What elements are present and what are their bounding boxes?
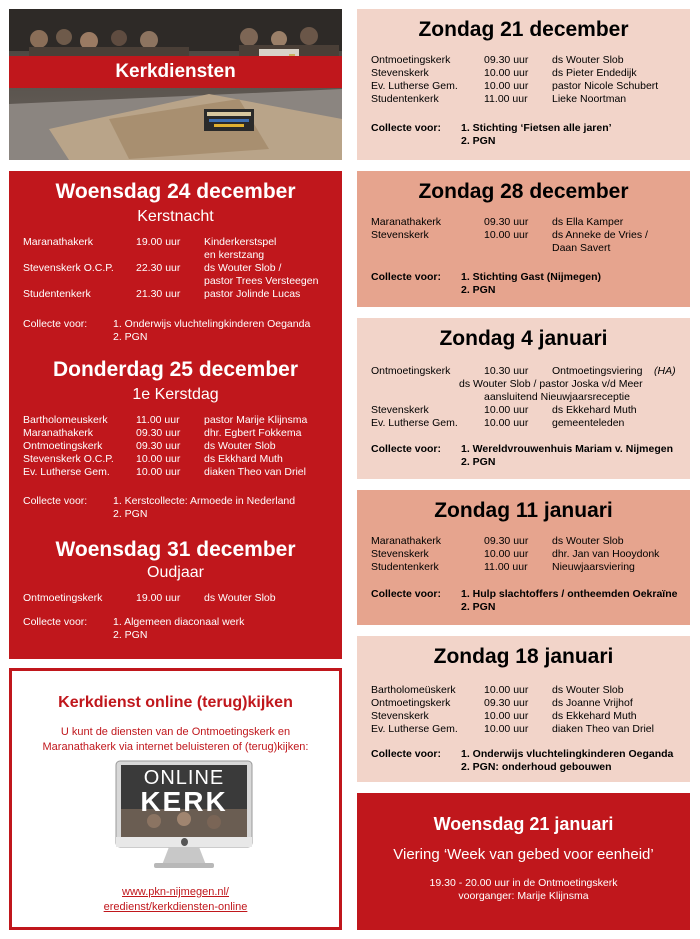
service-time: 10.00 uur: [484, 723, 529, 735]
service-time: 21.30 uur: [136, 288, 181, 300]
service-row-cont: [23, 275, 338, 288]
church-name: Ev. Lutherse Gem.: [371, 723, 458, 735]
wed21-line-1: 19.30 - 20.00 uur in de Ontmoetingskerk: [429, 877, 618, 889]
service-time: 10.00 uur: [484, 404, 529, 416]
church-name: Studentenkerk: [371, 93, 439, 105]
service-time: 09.30 uur: [484, 697, 529, 709]
sun11-collecte: [371, 588, 686, 614]
service-time: 09.30 uur: [484, 54, 529, 66]
service-leader: pastor Jolinde Lucas: [204, 288, 301, 300]
sun4-collecte: [371, 443, 686, 469]
collecte-item: 1. Onderwijs vluchtelingkinderen Oeganda: [113, 318, 311, 330]
thu25-title: Donderdag 25 december: [52, 358, 299, 381]
service-row: [371, 229, 686, 242]
service-row: [371, 697, 686, 710]
service-time: 10.00 uur: [484, 710, 529, 722]
sun18-services: [371, 684, 686, 736]
wed21-panel: [357, 793, 690, 930]
service-time: 10.00 uur: [484, 684, 529, 696]
wed24-collecte: [23, 318, 338, 344]
wed21-subtitle: Viering ‘Week van gebed voor eenheid’: [393, 846, 654, 863]
church-name: Ontmoetingskerk: [371, 365, 451, 377]
service-time: 09.30 uur: [136, 440, 181, 452]
church-name: Stevenskerk: [371, 67, 429, 79]
wed31-title: Woensdag 31 december: [55, 538, 296, 561]
church-name: Stevenskerk: [371, 710, 429, 722]
service-leader: pastor Nicole Schubert: [552, 80, 659, 92]
service-leader: ds Anneke de Vries /: [552, 229, 648, 241]
header-photo: [9, 9, 342, 160]
wed31-collecte: [23, 616, 338, 642]
collecte-item: 1. Hulp slachtoffers / ontheemden Oekraïne: [461, 588, 678, 600]
church-name: Studentenkerk: [371, 561, 439, 573]
service-row: [371, 684, 686, 697]
service-row: [23, 440, 338, 453]
service-leader-cont: Daan Savert: [552, 242, 611, 254]
sun18-panel: [357, 636, 690, 782]
collecte-item: 2. PGN: onderhoud gebouwen: [461, 761, 612, 773]
sun4-services: [371, 365, 686, 430]
apple-logo-icon: [181, 838, 188, 846]
service-row: [23, 414, 338, 427]
header-label: Kerkdiensten: [115, 61, 236, 82]
church-name: Ev. Lutherse Gem.: [23, 466, 110, 478]
sun28-collecte: [371, 271, 686, 297]
collecte-label: Collecte voor:: [371, 588, 442, 600]
service-leader: diaken Theo van Driel: [552, 723, 654, 735]
collecte-item: 1. Wereldvrouwenhuis Mariam v. Nijmegen: [461, 443, 674, 455]
sun21-title: Zondag 21 december: [418, 18, 629, 41]
service-time: 22.30 uur: [136, 262, 181, 274]
collecte-item: 1. Onderwijs vluchtelingkinderen Oeganda: [461, 748, 674, 760]
church-name: Stevenskerk: [371, 548, 429, 560]
service-leader: ds Wouter Slob: [552, 54, 624, 66]
service-leader: ds Ella Kamper: [552, 216, 624, 228]
service-row-cont: [371, 242, 686, 255]
thu25-subtitle: 1e Kerstdag: [132, 386, 219, 403]
service-time: 10.00 uur: [136, 453, 181, 465]
service-row-cont: [371, 378, 686, 391]
church-name: Ontmoetingskerk: [371, 697, 451, 709]
thu25-collecte: [23, 495, 338, 521]
church-name: Stevenskerk: [371, 404, 429, 416]
service-leader: ds Ekkehard Muth: [552, 710, 637, 722]
collecte-label: Collecte voor:: [371, 271, 442, 283]
service-row: [371, 67, 686, 80]
service-leader-cont: aansluitend Nieuwjaarsreceptie: [484, 391, 630, 403]
service-row: [371, 535, 686, 548]
church-name: Stevenskerk O.C.P.: [23, 262, 114, 274]
service-time: 19.00 uur: [136, 592, 181, 604]
service-time: 11.00 uur: [484, 561, 528, 573]
service-row-cont: [371, 391, 686, 404]
service-leader: pastor Marije Klijnsma: [204, 414, 308, 426]
thu25-services: [23, 414, 338, 479]
service-row: [371, 54, 686, 67]
collecte-item: 2. PGN: [461, 135, 496, 147]
collecte-item: 1. Stichting Gast (Nijmegen): [461, 271, 602, 283]
service-time: 19.00 uur: [136, 236, 181, 248]
service-row: [371, 93, 686, 106]
wed24-subtitle: Kerstnacht: [137, 208, 214, 225]
christmas-services-panel: [9, 171, 342, 659]
online-panel: [9, 668, 342, 930]
service-leader: ds Wouter Slob: [204, 440, 276, 452]
collecte-label: Collecte voor:: [23, 318, 88, 330]
service-time: 10.00 uur: [484, 548, 529, 560]
service-leader: dhr. Jan van Hooydonk: [552, 548, 660, 560]
collecte-label: Collecte voor:: [371, 122, 442, 134]
church-name: Ontmoetingskerk: [23, 592, 103, 604]
service-row: [23, 288, 338, 301]
service-time: 10.30 uur: [484, 365, 529, 377]
service-leader-cont: pastor Trees Versteegen: [204, 275, 319, 287]
service-row: [371, 417, 686, 430]
sun11-panel: [357, 490, 690, 625]
service-row: [371, 216, 686, 229]
sun28-title: Zondag 28 december: [418, 180, 629, 203]
online-title: Kerkdienst online (terug)kijken: [58, 694, 293, 711]
collecte-item: 2. PGN: [461, 284, 496, 296]
service-time: 11.00 uur: [484, 93, 528, 105]
service-leader: Kinderkerstspel: [204, 236, 277, 248]
collecte-item: 1. Kerstcollecte: Armoede in Nederland: [113, 495, 296, 507]
service-row: [371, 561, 686, 574]
church-name: Maranathakerk: [23, 427, 94, 439]
service-leader-cont: en kerstzang: [204, 249, 265, 261]
service-row: [371, 548, 686, 561]
sun4-title: Zondag 4 januari: [439, 327, 608, 350]
wed31-subtitle: Oudjaar: [147, 564, 204, 581]
service-time: 10.00 uur: [484, 80, 529, 92]
collecte-item: 2. PGN: [113, 629, 148, 641]
service-row: [371, 404, 686, 417]
service-time: 10.00 uur: [484, 67, 529, 79]
wed24-title: Woensdag 24 december: [55, 180, 296, 203]
service-time: 10.00 uur: [136, 466, 181, 478]
sun4-panel: [357, 318, 690, 479]
church-name: Stevenskerk O.C.P.: [23, 453, 114, 465]
online-link-1[interactable]: www.pkn-nijmegen.nl/: [122, 886, 229, 898]
church-name: Studentenkerk: [23, 288, 91, 300]
service-row: [23, 262, 338, 275]
service-row: [371, 723, 686, 736]
service-row: [23, 453, 338, 466]
church-name: Ev. Lutherse Gem.: [371, 417, 458, 429]
collecte-item: 2. PGN: [113, 508, 148, 520]
collecte-label: Collecte voor:: [371, 748, 442, 760]
online-link-2[interactable]: eredienst/kerkdiensten-online: [103, 901, 248, 913]
church-name: Ontmoetingskerk: [23, 440, 103, 452]
imac-monitor-icon: [114, 759, 254, 871]
collecte-item: 1. Stichting ‘Fietsen alle jaren’: [461, 122, 612, 134]
service-row-cont: [23, 249, 338, 262]
service-time: 09.30 uur: [484, 535, 529, 547]
service-row: [23, 427, 338, 440]
service-leader: dhr. Egbert Fokkema: [204, 427, 302, 439]
service-row: [371, 365, 686, 378]
service-time: 10.00 uur: [484, 229, 529, 241]
screen-text-1: ONLINE: [143, 767, 225, 789]
service-time: 09.30 uur: [484, 216, 529, 228]
online-text-2: Maranathakerk via internet beluisteren of (terug)kijken:: [42, 741, 309, 753]
service-leader: ds Ekkhard Muth: [204, 453, 283, 465]
service-leader-cont: ds Wouter Slob / pastor Joska v/d Meer: [459, 378, 643, 390]
sun18-title: Zondag 18 januari: [433, 645, 614, 668]
church-name: Maranathakerk: [371, 535, 442, 547]
sun11-services: [371, 535, 686, 574]
church-name: Ontmoetingskerk: [371, 54, 451, 66]
service-leader: ds Ekkehard Muth: [552, 404, 637, 416]
service-row: [371, 710, 686, 723]
sun28-services: [371, 216, 686, 255]
church-name: Ev. Lutherse Gem.: [371, 80, 458, 92]
service-leader: ds Pieter Endedijk: [552, 67, 637, 79]
wed31-services: [23, 592, 338, 605]
sun11-title: Zondag 11 januari: [434, 499, 613, 522]
online-text-1: U kunt de diensten van de Ontmoetingskerk en: [60, 726, 291, 738]
service-leader: ds Wouter Slob /: [204, 262, 282, 274]
sun21-services: [371, 54, 686, 106]
service-time: 09.30 uur: [136, 427, 181, 439]
church-name: Maranathakerk: [371, 216, 442, 228]
collecte-label: Collecte voor:: [371, 443, 442, 455]
wed24-services: [23, 236, 338, 301]
service-leader: ds Joanne Vrijhof: [552, 697, 633, 709]
collecte-item: 2. PGN: [461, 601, 496, 613]
service-leader: Lieke Noortman: [552, 93, 627, 105]
collecte-item: 2. PGN: [461, 456, 496, 468]
wed21-title: Woensdag 21 januari: [433, 814, 614, 834]
service-leader: diaken Theo van Driel: [204, 466, 306, 478]
header-label-bar: [9, 56, 342, 88]
sun28-panel: [357, 171, 690, 307]
service-row: [23, 236, 338, 249]
service-leader: Nieuwjaarsviering: [552, 561, 635, 573]
service-leader: ds Wouter Slob: [552, 684, 624, 696]
service-leader: Ontmoetingsviering: [552, 365, 643, 377]
church-name: Bartholomeuskerk: [23, 414, 108, 426]
church-name: Maranathakerk: [23, 236, 94, 248]
wed21-line-2: voorganger: Marije Klijnsma: [458, 890, 589, 902]
church-name: Stevenskerk: [371, 229, 429, 241]
sun18-collecte: [371, 748, 686, 774]
sun21-collecte: [371, 122, 686, 148]
service-row: [23, 592, 338, 605]
service-time: 10.00 uur: [484, 417, 529, 429]
screen-text-2: KERK: [140, 786, 228, 817]
collecte-label: Collecte voor:: [23, 616, 88, 628]
service-leader: ds Wouter Slob: [204, 592, 276, 604]
church-name: Bartholomeüskerk: [371, 684, 456, 696]
service-row: [371, 80, 686, 93]
service-time: 11.00 uur: [136, 414, 180, 426]
collecte-item: 2. PGN: [113, 331, 148, 343]
service-row: [23, 466, 338, 479]
collecte-item: 1. Algemeen diaconaal werk: [113, 616, 245, 628]
service-leader-note: (HA): [654, 365, 676, 377]
service-leader: ds Wouter Slob: [552, 535, 624, 547]
sun21-panel: [357, 9, 690, 160]
service-leader: gemeenteleden: [552, 417, 625, 429]
collecte-label: Collecte voor:: [23, 495, 88, 507]
